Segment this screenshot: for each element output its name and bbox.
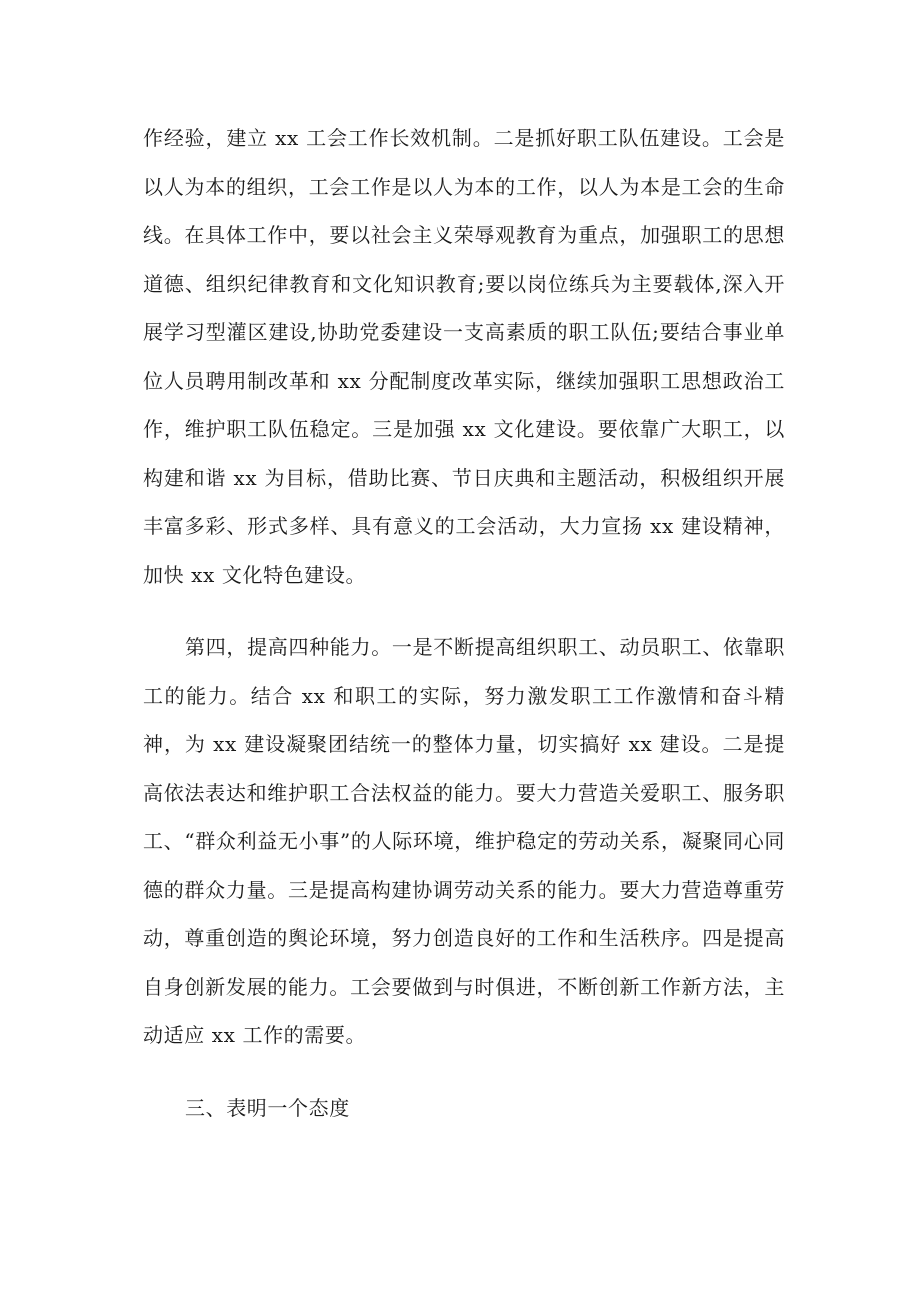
paragraph-gap [143, 1060, 785, 1084]
document-body [143, 114, 785, 1132]
paragraph-continued: 作经验，建立 xx 工会工作长效机制。二是抓好职工队伍建设。工会是以人为本的组织，工会工作是以人为本的工作，以人为本是工会的生命线。在具体工作中，要以社会主义荣辱观教育为重点，加强职工的思想道德、组织纪律教育和文化知识教育;要以岗位练兵为主要载体,深入开展学习型灌区建设,协助党委建设一支高素质的职工队伍;要结合事业单位人员聘用制改革和 xx 分配制度改革实际，继续加强职工思想政治工作，维护职工队伍稳定。三是加强 xx 文化建设。要依靠广大职工，以构建和谐 xx 为目标，借助比赛、节日庆典和主题活动，积极组织开展丰富多彩、形式多样、具有意义的工会活动，大力宣扬 xx 建设精神，加快 xx 文化特色建设。 [143, 126, 785, 587]
section-heading: 三、表明一个态度 [185, 1095, 350, 1120]
paragraph-fourth-point: 第四，提高四种能力。一是不断提高组织职工、动员职工、依靠职工的能力。结合 xx 和职工的实际，努力激发职工工作激情和奋斗精神，为 xx 建设凝聚团结统一的整体力量，切实搞好 xx 建设。二是提高依法表达和维护职工合法权益的能力。要大力营造关爱职工、服务职工、“群众利益无小事”的人际环境，维护稳定的劳动关系，凝聚同心同德的群众力量。三是提高构建协调劳动关系的能力。要大力营造尊重劳动，尊重创造的舆论环境，努力创造良好的工作和生活秩序。四是提高自身创新发展的能力。工会要做到与时俱进，不断创新工作新方法，主动适应 xx 工作的需要。 [143, 635, 785, 1047]
paragraph-gap [143, 599, 785, 623]
